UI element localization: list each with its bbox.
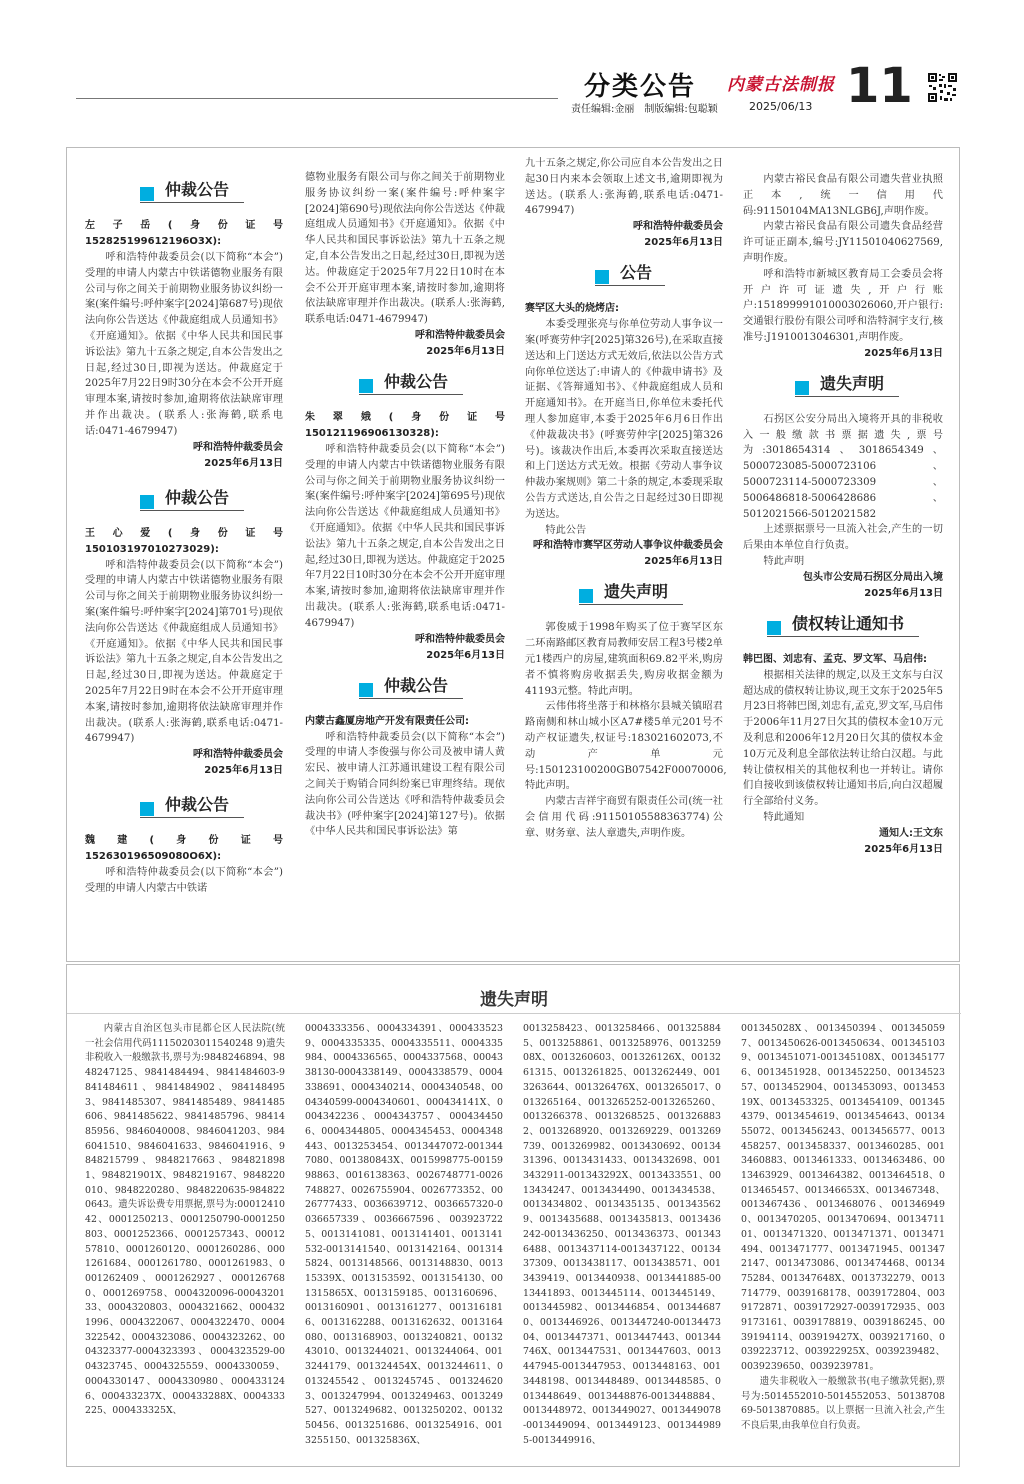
lost-notice-item: 呼和浩特市新城区教育局工会委员会将开户许可证遗失,开户行账户:151899991010003026060,开户银行:交通银行股份有限公司呼和浩特洞宇支行,核准号:J1910013046301,声明作废。 [743, 268, 943, 343]
bottom-column-1 [85, 1022, 285, 1419]
heading-underline [595, 285, 665, 286]
lost-notice-item: 郭俊威于1998年购买了位于赛罕区东二环南路邮区教育局教师安居工程3号楼2单元1楼西户的房屋,建筑面积69.82平米,购房者不慎将购房收据丢失,购房收据金额为41193元整。特此声明。 [525, 622, 723, 697]
heading-marker-icon [359, 379, 373, 393]
heading-underline [359, 698, 463, 699]
party-line: 魏建(身份证号152630196509080O6X): [85, 835, 283, 863]
lost-statement-section [66, 964, 960, 1467]
heading-marker-icon [359, 683, 373, 697]
notice-closing: 特此声明 [763, 555, 805, 567]
lost-notice-item: 内蒙古裕民食品有限公司遗失营业执照正本,统一信用代码:91150104MA13NLGB6J,声明作废。 [743, 174, 943, 217]
party-line: 韩巴图、刘忠有、孟克、罗文军、马启伟: [743, 653, 927, 665]
notice-heading [743, 613, 943, 640]
notice-date: 2025年6月13日 [864, 843, 943, 855]
notice-body: 呼和浩特仲裁委员会(以下简称“本会”)受理的申请人内蒙古中铁诺德物业服务有限公司与你之间关于前期物业服务协议纠纷一案(案件编号:呼仲案字[2024]第701号)现依法向你公告送达《仲裁庭组成人员通知书》《开庭通知》。依据《中华人民共和国民事诉讼法》第九十五条之规定,自本公告发出之日起,经过30日,即视为送达。仲裁庭定于2025年7月22日9时在本会不公开开庭审理本案,请按时参加,逾期将依法缺席审理并作出裁决。(联系人:张海鹤,联系电话:0471-4679947) [85, 559, 283, 745]
lost-ticket-note: 遗失非税收入一般缴款书(电子缴款凭据),票号为:5014552010-5014552053、5013870869-5013870885。以上票据一旦流入社会,产生不良后果,由我单位自行负责。 [741, 1375, 945, 1431]
heading-underline [359, 394, 463, 395]
notice-org: 呼和浩特仲裁委员会 [415, 329, 505, 341]
notice-body: 呼和浩特仲裁委员会(以下简称“本会”)受理的申请人内蒙古中铁诺德物业服务有限公司与你之间关于前期物业服务协议纠纷一案(案件编号:呼仲案字[2024]第687号)现依法向你公告送达《仲裁庭组成人员通知书》《开庭通知》。依据《中华人民共和国民事诉讼法》第九十五条之规定,自本公告发出之日起,经过30日,即视为送达。仲裁庭定于2025年7月22日9时30分在本会不公开开庭审理本案,请按时参加,逾期将依法缺席审理并作出裁决。(联系人:张海鹤,联系电话:0471-4679947) [85, 252, 283, 437]
notice-heading [85, 182, 283, 206]
notice-heading [305, 675, 505, 702]
notice-date: 2025年6月13日 [644, 237, 723, 249]
notice-date: 2025年6月13日 [204, 765, 283, 777]
notice-body: 呼和浩特仲裁委员会(以下简称“本会”)受理的申请人李俊强与你公司及被申请人黄宏民、被申请人江苏通讯建设工程有限公司之间关于购销合同纠纷案已审理终结。现依法向你公司公告送达《呼和浩特仲裁委员会裁决书》(呼仲案字[2024]第127号)。依据《中华人民共和国民事诉讼法》第 [305, 731, 505, 838]
lost-ticket-list: 0004333356、0004334391、0004335239、0004335335、0004335511、0004335984、0004336565、0004337568、0004338130-0004338149、0004338579、0004338691、0004340214、0004340548、0004340599-0004340601、000434141X、0004342236、0004343757、0004344506、0004344805、0004345453、0004348443、0013253454、0013447072-0013447080、001380843X、0015998775-0015998863、0016138363、0026748771-0026748827、0026755904、0026773352、0026777433、0036639712、0036657320-0036657339、0036667596、0039237225、0013141081、0013141401、0013141532-0013141540、0013142164、0013145824、0013148566、0013148830、001315339X、0013153592、0013154130、001315865X、0013159185、0013160696、0013160901、0013161277、0013161816、0013162288、0013162632、0013164080、0013168903、0013240821、0013243010、0013244021、0013244064、0013244179、001324454X、0013244611、0013245542、0013245745、0013246203、0013247994、0013249463、0013249527、0013249682、0013250202、0013250456、0013251686、0013254916、0013255150、001325836X、 [305, 1023, 503, 1446]
party-line: 左子岳(身份证号152825199612196O3X): [85, 220, 283, 247]
lost-ticket-list: 001345028X、0013450394、0013450597、0013450626-0013450634、0013451039、0013451071-001345108X、0013451776、0013451928、0013452250、0013452357、0013452904、0013453093、001345319X、0013453325、0013454109、0013454379、0013454619、0013454643、0013455072、0013456243、0013456577、0013458257、0013458337、0013460285、0013460883、0013461333、0013463486、0013463929、0013464382、0013464518、0013465457、001346653X、0013467348、0013467436、0013468076、0013469490、0013470205、0013470694、0013471101、0013471320、0013471371、0013471494、0013471777、0013471945、0013472147、0013473086、0013474468、0013475284、001347648X、0013732279、0013714779、0039168178、0039172804、0039172871、0039172927-0039172935、0039173161、0039178819、0039186245、0039194114、003919427X、0039217160、0039223712、003922925X、0039239482、0039239650、0039239781。 [741, 1023, 945, 1373]
notice-date: 2025年6月13日 [864, 587, 943, 599]
heading-text: 债权转让通知书 [792, 613, 905, 633]
masthead [0, 0, 1024, 130]
notice-org: 呼和浩特仲裁委员会 [193, 749, 283, 761]
column-3 [525, 156, 727, 842]
heading-marker-icon [595, 270, 609, 284]
notice-closing: 特此公告 [545, 524, 587, 536]
notice-body: 呼和浩特仲裁委员会(以下简称“本会”)受理的申请人内蒙古中铁诺德物业服务有限公司与你之间关于前期物业服务协议纠纷一案(案件编号:呼仲案字[2024]第695号)现依法向你公告送达《仲裁庭组成人员通知书》《开庭通知》。依据《中华人民共和国民事诉讼法》第九十五条之规定,自本公告发出之日起,经过30日,即视为送达。仲裁庭定于2025年7月22日10时30分在本会不公开开庭审理本案,请按时参加,逾期将依法缺席审理并作出裁决。(联系人:张海鹤,联系电话:0471-4679947) [305, 443, 505, 629]
notice-body: 根据相关法律的规定,以及王文东与白汉超达成的债权转让协议,现王文东于2025年5月23日将韩巴图,刘忠有,孟克,罗文军,马启伟于2006年11月27日欠其的债权本金10万元及利息和2006年12月20日欠其的债权本金10万元及利息全部依法转让给白汉超。与此转让债权相关的其他权利也一并转让。请你们自接收到该债权转让通知书后,向白汉超履行全部给付义务。 [743, 669, 943, 808]
notice-closing: 特此通知 [763, 811, 805, 823]
heading-underline [767, 636, 919, 637]
notice-heading [525, 584, 723, 608]
notice-heading [743, 373, 943, 400]
page-number: 11 [846, 58, 913, 114]
header-rule [76, 98, 558, 99]
heading-text: 仲裁公告 [384, 675, 449, 695]
notice-date: 2025年6月13日 [426, 649, 505, 661]
lost-notice-item: 云伟伟将坐落于和林格尔县城关镇昭君路南侧和林山城小区A7#楼5单元201号不动产权证遗失,权证号:183021602073,不动产单元号:150123100200GB07542F00070006,特此声明。 [525, 701, 727, 792]
heading-marker-icon [140, 802, 154, 816]
notice-body-continued: 九十五条之规定,你公司应自本公告发出之日起30日内来本会领取上述文书,逾期即视为送达。(联系人:张海鹤,联系电话:0471-4679947) [525, 158, 723, 217]
heading-marker-icon [767, 621, 781, 635]
column-1 [85, 172, 283, 897]
heading-text: 仲裁公告 [384, 371, 449, 391]
heading-marker-icon [795, 381, 809, 395]
lost-notice-item: 内蒙古吉祥宇商贸有限责任公司(统一社会信用代码:91150105588363774)公章、财务章、法人章遗失,声明作废。 [525, 796, 723, 839]
heading-underline [140, 202, 244, 203]
heading-underline [140, 510, 244, 511]
heading-underline [140, 817, 244, 818]
section-title: 分类公告 [584, 72, 697, 102]
notice-date: 2025年6月13日 [426, 345, 505, 357]
heading-text: 公告 [620, 263, 653, 283]
party-line: 朱翠娥(身份证号150121196906130328): [305, 411, 505, 439]
notice-signer: 通知人:王文东 [879, 827, 943, 839]
notice-org: 包头市公安局石拐区分局出入境 [803, 571, 943, 583]
heading-marker-icon [579, 589, 593, 603]
notice-body: 呼和浩特仲裁委员会(以下简称“本会”)受理的申请人内蒙古中铁诺 [85, 867, 283, 894]
notice-heading [85, 797, 283, 821]
notice-body: 石拐区公安分局出入境将开具的非税收入一般缴款书票据遗失,票号为:3018654314、3018654349、5000723085-5000723106、5000723114-5000723309、5006486818-5006428686、5012021566-5012021582 [743, 413, 943, 520]
notice-body: 本委受理张亮与你单位劳动人事争议一案(呼赛劳仲字[2025]第326号),在采取直接送达和上门送达方式无效后,依法以公告方式向你单位送达了:申请人的《仲裁申请书》及证据、《答辩通知书》、《仲裁庭组成人员和开庭通知书》。在开庭当日,你单位未委托代理人参加庭审,本委于2025年6月6日作出《仲裁裁决书》(呼赛劳仲字[2025]第326号)。该裁决作出后,本委再次采取直接送达和上门送达方式无效。根据《劳动人事争议仲裁办案规则》第二十条的规定,本委现采取公告方式送达,自公告之日起经过30日即视为送达。 [525, 319, 723, 520]
section-heading: 遗失声明 [480, 990, 548, 1010]
newspaper-logo: 内蒙古法制报 [727, 75, 835, 95]
lost-notice-item: 内蒙古裕民食品有限公司遗失食品经营许可证正副本,编号:JY11501040627569,声明作废。 [743, 221, 943, 264]
heading-underline [579, 604, 683, 605]
heading-text: 仲裁公告 [165, 180, 230, 199]
party-line: 赛罕区大头的烧烤店: [525, 303, 619, 315]
notice-date: 2025年6月13日 [864, 347, 943, 359]
notice-heading [525, 265, 723, 289]
heading-underline [795, 396, 899, 397]
bottom-column-3 [523, 1022, 721, 1448]
heading-text: 仲裁公告 [165, 487, 230, 507]
party-line: 王心爱(身份证号150103197010273029): [85, 527, 283, 555]
editors-line: 责任编辑:金丽 制版编辑:包聪颖 [571, 104, 718, 115]
party-line: 内蒙古鑫厦房地产开发有限责任公司: [305, 715, 469, 727]
bottom-column-4 [741, 1022, 945, 1434]
section-rule [67, 1013, 961, 1014]
heading-text: 仲裁公告 [165, 795, 230, 815]
notice-heading [305, 371, 505, 398]
lost-ticket-list: 内蒙古自治区包头市昆都仑区人民法院(统一社会信用代码11150203011540248 9)遗失非税收入一般缴款书,票号为:9848246894、9848247125、9841484494、9841484603-9841484611、9841484902、9841484953、9841485307、9841485489、9841485606、9841485622、9841485796、9841485956、9846040008、9846041203、9846041510、9846041633、9846041916、9848215799、9848217663、9848218981、984821901X、9848219167、9848220010、9848220280、9848220635-9848220643。遗失诉讼费专用票据,票号为:0001241042、0001250213、0001250790-0001250803、0001252366、0001257343、0001257810、0001260120、0001260286、0001261684、0001261780、0001261983、0001262409、0001262927、0001267680、0001269758、0004320096-0004320133、0004320803、0004321662、0004321996、0004322067、0004322470、0004322542、0004323086、0004323262、0004323377-0004323393、0004323529-0004323745、0004325559、0004330059、0004330147、0004330980、0004331246、000433237X、000433288X、0004333225、000433325X、 [85, 1023, 285, 1417]
column-2 [305, 170, 505, 840]
heading-marker-icon [140, 495, 154, 509]
column-4 [743, 172, 943, 858]
notice-heading [85, 487, 283, 514]
issue-date: 2025/06/13 [749, 100, 813, 113]
notice-body-continued: 德物业服务有限公司与你之间关于前期物业服务协议纠纷一案(案件编号:呼仲案字[2024]第690号)现依法向你公告送达《仲裁庭组成人员通知书》《开庭通知》。依据《中华人民共和国民事诉讼法》第九十五条之规定,自本公告发出之日起,经过30日,即视为送达。仲裁庭定于2025年7月22日10时在本会不公开开庭审理本案,请按时参加,逾期将依法缺席审理并作出裁决。(联系人:张海鹤,联系电话:0471-4679947) [305, 172, 505, 326]
notice-org: 呼和浩特市赛罕区劳动人事争议仲裁委员会 [533, 540, 723, 552]
heading-text: 遗失声明 [604, 582, 669, 602]
bottom-column-2 [305, 1022, 503, 1448]
notice-date: 2025年6月13日 [204, 457, 283, 469]
notice-org: 呼和浩特仲裁委员会 [193, 441, 283, 453]
notice-date: 2025年6月13日 [644, 556, 723, 568]
qr-code-icon [927, 72, 958, 103]
notice-body: 上述票据票号一旦流入社会,产生的一切后果由本单位自行负责。 [743, 524, 943, 552]
notices-section [66, 147, 960, 962]
notice-org: 呼和浩特仲裁委员会 [633, 221, 723, 233]
notice-org: 呼和浩特仲裁委员会 [415, 633, 505, 645]
heading-marker-icon [140, 187, 154, 201]
heading-text: 遗失声明 [820, 373, 885, 393]
lost-ticket-list: 0013258423、0013258466、0013258845、0013258861、0013258976、001325908X、0013260603、001326126X、0013261315、0013261825、0013262449、0013263644、001326476X、0013265017、0013265164、0013265252-0013265260、0013266378、0013268525、0013268832、0013268920、0013269229、0013269739、0013269982、0013430692、0013431396、0013431433、0013432698、0013432911-001343292X、0013433551、0013434247、0013434490、0013434538、0013434802、0013435135、0013435629、0013435688、0013435813、0013436242-0013436250、0013436373、0013436488、0013437114-0013437122、0013437309、0013438117、0013438571、0013439419、0013440938、0013441885-0013441893、0013445114、0013445149、0013445982、0013446854、0013446870、0013446926、0013447240-0013447304、0013447371、0013447443、001344746X、0013447531、0013447603、0013447945-0013447953、0013448163、0013448198、0013448489、0013448585、0013448649、0013448876-0013448884、0013448972、0013449027、0013449078-0013449094、0013449123、0013449895-0013449916、 [523, 1023, 721, 1446]
